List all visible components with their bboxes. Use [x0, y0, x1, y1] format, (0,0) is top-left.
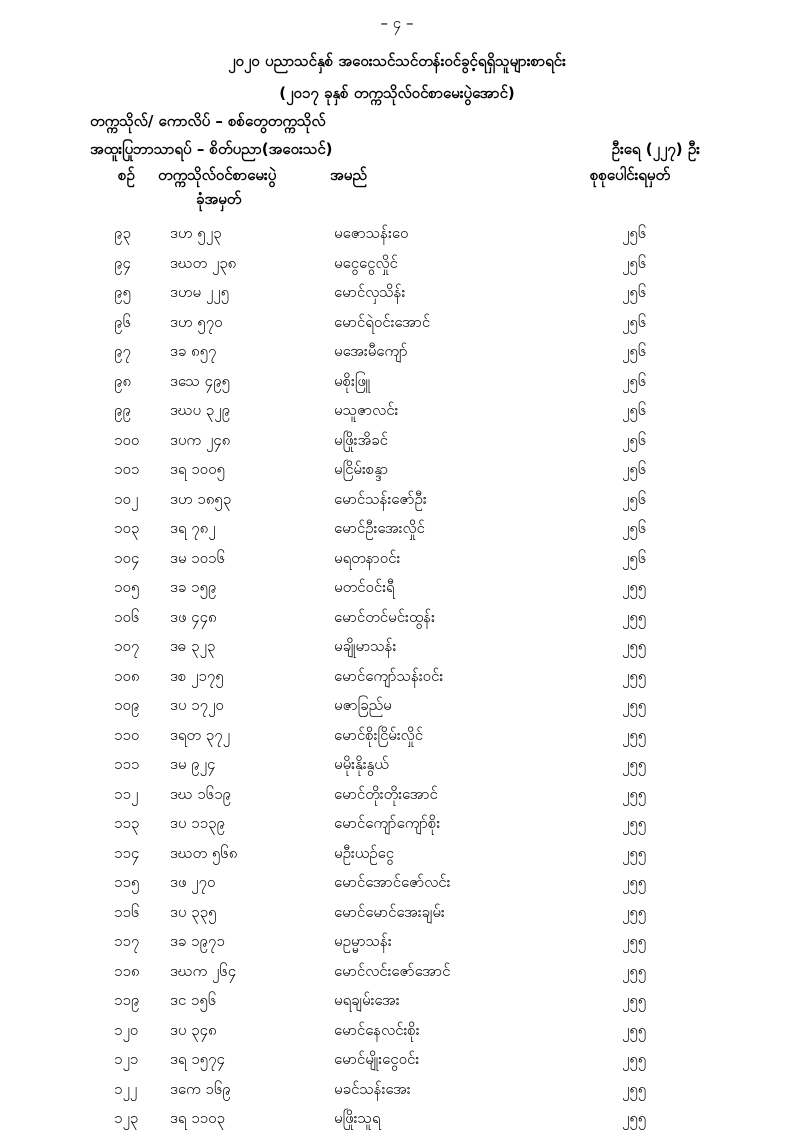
table-row	[0, 1021, 794, 1051]
roll-number: ဒဟ ၅၇၀	[170, 312, 223, 331]
student-name: မဖြိုးသူရ	[334, 1109, 381, 1127]
roll-number: ဒပ ၃၄၈	[170, 1020, 217, 1039]
total-score: ၂၅၅	[622, 578, 647, 596]
total-score: ၂၅၆	[622, 371, 647, 390]
student-name: မောင်ဦးအေးလှိုင်	[334, 519, 425, 537]
total-score: ၂၅၆	[622, 401, 647, 419]
student-name: မောင်စိုးငြိမ်းလှိုင်	[334, 725, 424, 744]
row-number: ၁၀၇	[114, 637, 140, 655]
student-name: မောင်တင်မင်းထွန်း	[334, 607, 435, 626]
subject-row	[90, 140, 700, 162]
student-name: မဥမ္မာသန်း	[334, 932, 392, 950]
row-number: ၁၀၁	[114, 460, 140, 478]
table-row	[0, 283, 794, 313]
total-score: ၂၅၅	[622, 991, 647, 1009]
table-row	[0, 873, 794, 903]
student-name: မောင်မျိုးငွေဝင်း	[334, 1050, 420, 1068]
total-score: ၂၅၅	[622, 1050, 647, 1068]
row-number: ၉၈	[114, 371, 132, 390]
table-row	[0, 991, 794, 1021]
student-name: မောင်ရဲ၀င်းအောင်	[334, 312, 431, 331]
student-name: မစိုးဖြူ	[334, 371, 371, 390]
student-name: မဇောသန်းဝေ	[334, 224, 409, 242]
roll-number: ဒကေ ၁၆၉	[170, 1079, 231, 1098]
student-name: မောင်နေလင်းစိုး	[334, 1020, 420, 1039]
total-score: ၂၅၅	[622, 755, 647, 773]
total-score: ၂၅၅	[622, 814, 647, 832]
roll-number: ဒခ ၈၅၇	[170, 342, 217, 360]
table-row	[0, 1050, 794, 1080]
subject-label: အထူးပြုဘာသာရပ် – စိတ်ပညာ(အဝေးသင်)	[90, 140, 333, 158]
student-name: မောင်ကျော်သန်းဝင်း	[334, 666, 444, 685]
row-number: ၉၃	[114, 224, 131, 242]
row-number: ၁၂၁	[114, 1050, 139, 1068]
student-name: မဖြိုးအိခင်	[334, 430, 388, 449]
roll-number: ဒဃတ ၅၆၈	[170, 843, 238, 862]
student-name: မဦးယဉ်ငွေ	[334, 843, 395, 862]
table-row	[0, 755, 794, 785]
table-row	[0, 578, 794, 608]
roll-number: ဒမ ၉၂၄	[170, 755, 216, 773]
total-score: ၂၅၅	[622, 1109, 647, 1127]
table-row	[0, 637, 794, 667]
total-score: ၂၅၆	[622, 312, 647, 331]
total-score: ၂၅၅	[622, 725, 647, 744]
total-score: ၂၅၆	[622, 460, 647, 478]
roll-number: ဒပ ၃၃၅	[170, 902, 217, 921]
roll-number: ဒဃတ ၂၃၈	[170, 253, 237, 272]
header-roll-line2: ခုံအမှတ်	[196, 190, 242, 208]
table-row	[0, 519, 794, 549]
roll-number: ဒဃက ၂၆၄	[170, 961, 237, 980]
header-total: စုစုပေါင်းရမှတ်	[590, 166, 671, 184]
page-title: ၂၀၂၀ ပညာသင်နှစ် အဝေးသင်သင်တန်းဝင်ခွင့်ရရှိသူများစာရင်း	[228, 52, 566, 70]
row-number: ၁၁၈	[114, 961, 140, 980]
table-row	[0, 460, 794, 490]
row-number: ၁၀၂	[114, 489, 139, 508]
roll-number: ဒခ ၁၉၇၁	[170, 932, 225, 950]
table-row	[0, 549, 794, 579]
table-row	[0, 903, 794, 933]
roll-number: ဒဃပ ၃၂၉	[170, 401, 231, 419]
row-number: ၁၀၀	[114, 430, 140, 449]
total-score: ၂၅၆	[622, 489, 647, 508]
row-number: ၁၁၉	[114, 991, 140, 1009]
row-number: ၁၀၄	[114, 548, 140, 567]
table-row	[0, 313, 794, 343]
page-number: – ၄ –	[380, 14, 414, 32]
row-number: ၁၀၆	[114, 607, 140, 626]
row-number: ၁၂၀	[114, 1020, 139, 1039]
table-row	[0, 814, 794, 844]
roll-number: ဒပ ၁၁၃၉	[170, 814, 225, 832]
roll-number: ဒမ ၁၀၁၆	[170, 548, 225, 567]
student-name: မသူဇာလင်း	[334, 401, 399, 419]
student-name: မငြိမ်းစန္ဒာ	[334, 460, 389, 478]
roll-number: ဒရ ၁၀၀၅	[170, 460, 225, 478]
total-score: ၂၅၆	[622, 519, 647, 537]
student-name: မမိုးနိုးနွယ်	[334, 755, 389, 773]
student-name: မငွေငွေလှိုင်	[334, 253, 398, 272]
table-row	[0, 696, 794, 726]
table-row	[0, 726, 794, 756]
total-score: ၂၅၅	[622, 902, 647, 921]
university-line: တက္ကသိုလ်/ ကောလိပ် – စစ်တွေတက္ကသိုလ်	[90, 112, 326, 130]
table-row	[0, 785, 794, 815]
header-name: အမည်	[330, 166, 367, 184]
roll-number: ဒစ ၂၁၇၅	[170, 666, 224, 685]
student-name: မောင်တိုးတိုးအောင်	[334, 784, 438, 803]
row-number: ၉၅	[114, 283, 131, 301]
total-score: ၂၅၆	[622, 342, 647, 360]
table-row	[0, 372, 794, 402]
student-name: မရချမ်းအေး	[334, 991, 400, 1009]
roll-number: ဒဖ ၂၇၀	[170, 873, 216, 891]
row-number: ၁၁၃	[114, 814, 140, 832]
roll-number: ဒရ ၇၈၂	[170, 519, 216, 537]
row-number: ၉၇	[114, 342, 131, 360]
total-score: ၂၅၆	[622, 548, 647, 567]
row-number: ၁၂၂	[114, 1079, 138, 1098]
quota-label: ဦးရေ (၂၂၇) ဦး	[611, 140, 700, 158]
roll-number: ဒဖ ၄၄၈	[170, 607, 217, 626]
total-score: ၂၅၅	[622, 696, 647, 714]
results-table	[0, 224, 794, 1139]
roll-number: ဒပက ၂၄၈	[170, 430, 231, 449]
table-row	[0, 932, 794, 962]
row-number: ၉၆	[114, 312, 131, 331]
roll-number: ဒဃ ၁၆၁၉	[170, 784, 231, 803]
table-row	[0, 844, 794, 874]
table-row	[0, 608, 794, 638]
student-name: မောင်သန်းဇော်ဦး	[334, 489, 427, 508]
row-number: ၁၀၈	[114, 666, 140, 685]
student-name: မအေးမီကျော်	[334, 342, 408, 360]
table-row	[0, 490, 794, 520]
student-name: မောင်ကျော်ကျော်စိုး	[334, 814, 441, 832]
table-row	[0, 962, 794, 992]
roll-number: ဒပ ၁၇၂၀	[170, 696, 224, 714]
total-score: ၂၅၅	[622, 961, 647, 980]
roll-number: ဒရ ၁၁၀၃	[170, 1109, 225, 1127]
row-number: ၁၁၅	[114, 873, 140, 891]
roll-number: ဒသေ ၄၉၅	[170, 371, 230, 390]
roll-number: ဒဓ ၃၂၃	[170, 637, 216, 655]
row-number: ၁၂၃	[114, 1109, 139, 1127]
roll-number: ဒရတ ၃၇၂	[170, 725, 231, 744]
student-name: မောင်အောင်ဇော်လင်း	[334, 873, 451, 891]
total-score: ၂၅၅	[622, 1020, 647, 1039]
student-name: မဇာခြည်မ	[334, 696, 392, 714]
table-row	[0, 401, 794, 431]
total-score: ၂၅၅	[622, 932, 647, 950]
roll-number: ဒရ ၁၅၇၄	[170, 1050, 225, 1068]
total-score: ၂၅၆	[622, 430, 647, 449]
row-number: ၉၄	[114, 253, 131, 272]
roll-number: ဒဟမ ၂၂၅	[170, 283, 230, 301]
row-number: ၁၁၀	[114, 725, 140, 744]
table-row	[0, 667, 794, 697]
total-score: ၂၅၅	[622, 1079, 647, 1098]
header-no: စဉ်	[118, 166, 135, 184]
table-row	[0, 1109, 794, 1139]
total-score: ၂၅၅	[622, 843, 647, 862]
roll-number: ဒခ ၁၅၉	[170, 578, 217, 596]
student-name: မောင်မောင်အေးချမ်း	[334, 902, 445, 921]
table-row	[0, 254, 794, 284]
total-score: ၂၅၆	[622, 224, 647, 242]
total-score: ၂၅၅	[622, 873, 647, 891]
student-name: မောင်လှသိန်း	[334, 283, 406, 301]
row-number: ၁၀၃	[114, 519, 140, 537]
table-row	[0, 1080, 794, 1110]
roll-number: ဒင ၁၅၆	[170, 991, 217, 1009]
student-name: မရတနာဝင်း	[334, 548, 401, 567]
total-score: ၂၅၆	[622, 283, 647, 301]
row-number: ၁၀၉	[114, 696, 140, 714]
row-number: ၁၁၂	[114, 784, 139, 803]
student-name: မချိုမာသန်း	[334, 637, 397, 655]
row-number: ၉၉	[114, 401, 131, 419]
total-score: ၂၅၅	[622, 607, 647, 626]
row-number: ၁၁၁	[114, 755, 140, 773]
table-row	[0, 342, 794, 372]
table-row	[0, 431, 794, 461]
row-number: ၁၀၅	[114, 578, 140, 596]
total-score: ၂၅၅	[622, 666, 647, 685]
row-number: ၁၁၇	[114, 932, 140, 950]
student-name: မောင်လင်းဇော်အောင်	[334, 961, 451, 980]
student-name: မတင်ဝင်းရီ	[334, 578, 395, 596]
table-row	[0, 224, 794, 254]
total-score: ၂၅၅	[622, 784, 647, 803]
student-name: မခင်သန်းအေး	[334, 1079, 411, 1098]
total-score: ၂၅၅	[622, 637, 647, 655]
roll-number: ဒဟ ၅၂၃	[170, 224, 222, 242]
total-score: ၂၅၆	[622, 253, 647, 272]
header-roll: တက္ကသိုလ်ဝင်စာမေးပွဲ	[158, 166, 277, 184]
row-number: ၁၁၆	[114, 902, 140, 921]
roll-number: ဒဟ ၁၈၅၃	[170, 489, 232, 508]
page-subtitle: (၂၀၁၇ ခုနှစ် တက္ကသိုလ်ဝင်စာမေးပွဲအောင်)	[279, 84, 515, 102]
row-number: ၁၁၄	[114, 843, 140, 862]
